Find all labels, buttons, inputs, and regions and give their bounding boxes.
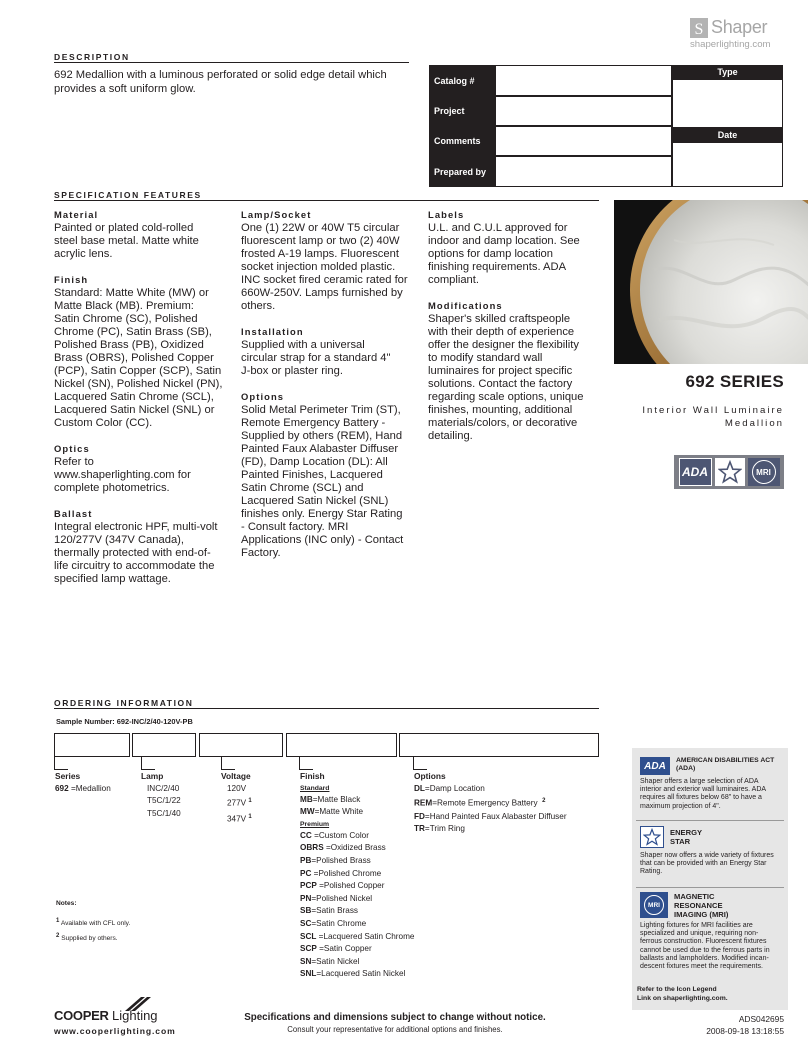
- series-bracket: [54, 757, 68, 770]
- finish-desc: =Custom Color: [314, 830, 369, 840]
- ada-logo-text: ADA: [644, 760, 666, 772]
- comments-field[interactable]: [495, 126, 672, 156]
- medallion-photo: [614, 200, 808, 364]
- spec-column-3: [428, 208, 608, 455]
- catalog-label: Catalog #: [429, 65, 495, 96]
- series-title: 692 SERIES: [685, 372, 784, 391]
- option-code: FD: [414, 811, 425, 821]
- icon-legend-note: [637, 986, 728, 1003]
- energy-star-card-title: ENERGY STAR: [670, 828, 702, 846]
- note-number: 1: [56, 918, 60, 924]
- voltage-column: [221, 770, 252, 826]
- finish-code: PC: [300, 868, 312, 878]
- ada-logo: [640, 757, 670, 775]
- description-heading: DESCRIPTION: [54, 52, 130, 62]
- spec-finish-title: Finish: [54, 274, 89, 285]
- svg-text:S: S: [694, 21, 704, 38]
- doc-timestamp: 2008-09-18 13:18:55: [706, 1026, 784, 1036]
- voltage-bracket: [221, 757, 235, 770]
- mri-card-text: Lighting fixtures for MRI facilities are specialized and unique, requiring non-ferrous construction. Fluorescent fixtures cannot be used due to the ferrous parts in ballasts and lampholders. Modified incan-descent fixtures meet the requirements.: [640, 922, 770, 971]
- spec-modifications-title: Modifications: [428, 300, 503, 311]
- shaper-mark-icon: [690, 18, 708, 38]
- finish-desc: =Satin Chrome: [311, 918, 367, 928]
- spec-installation-title: Installation: [241, 326, 304, 337]
- option-code: REM: [414, 798, 433, 808]
- finish-desc: =Satin Brass: [311, 906, 359, 916]
- lamp-column: [141, 770, 181, 820]
- finish-code: SC: [300, 918, 312, 928]
- finish-desc: =Lacquered Satin Nickel: [316, 969, 406, 979]
- ada-card-text: Shaper offers a large selection of ADA interior and exterior wall luminaires. ADA requires all fixtures below 68" to have a maximum projection of 4".: [640, 778, 766, 810]
- doc-id: ADS042695: [738, 1014, 784, 1024]
- star-icon: [643, 828, 661, 846]
- finish-code: SN: [300, 956, 312, 966]
- option-code: TR: [414, 824, 425, 834]
- spec-finish-text: Standard: Matte White (MW) or Matte Black (MB). Premium: Satin Chrome (SC), Polished Chrome (PC), Satin Brass (SB), Polished Brass (PB), Oxidized Brass (OBRS), Polished Copper (PCP), Satin Copper (SCP), Satin Nickel (SN), Polished Nickel (PN), Lacquered Satin Chrome (SCL), Lacquered Satin Nickel (SNL) or Custom Color (CC).: [54, 287, 223, 429]
- energy-star-badge: [715, 458, 745, 486]
- footer-notice: Specifications and dimensions subject to change without notice.: [244, 1012, 546, 1023]
- voltage-note-ref: 1: [248, 798, 252, 805]
- prepared-by-field[interactable]: [495, 156, 672, 187]
- voltage-option: 120V: [227, 783, 247, 793]
- voltage-option: 347V: [227, 814, 247, 824]
- description-text: 692 Medallion with a luminous perforated or solid edge detail which provides a soft uniform glow.: [54, 69, 387, 95]
- finish-box[interactable]: [286, 733, 397, 757]
- energy-star-logo: [640, 826, 664, 848]
- brand-logo: [690, 18, 785, 54]
- option-desc: =Hand Painted Faux Alabaster Diffuser: [424, 811, 567, 821]
- spec-material-title: Material: [54, 209, 99, 220]
- lamp-option: T5C/1/40: [147, 808, 181, 818]
- notes: [56, 898, 130, 945]
- spec-heading: SPECIFICATION FEATURES: [54, 190, 202, 200]
- date-label: Date: [672, 128, 783, 142]
- spec-optics-title: Optics: [54, 443, 90, 454]
- finish-desc: =Satin Nickel: [311, 956, 360, 966]
- voltage-option: 277V: [227, 798, 247, 808]
- note-text: Supplied by others.: [61, 935, 118, 943]
- finish-code: PN: [300, 893, 312, 903]
- finish-code: MB: [300, 794, 313, 804]
- lamp-box[interactable]: [132, 733, 196, 757]
- mri-card-title: MAGNETIC RESONANCE IMAGING (MRI): [674, 892, 729, 919]
- ada-badge: [679, 458, 712, 486]
- date-field[interactable]: [672, 142, 783, 187]
- spec-ballast-text: Integral electronic HPF, multi-volt 120/277V (347V Canada), thermally protected with end-of- life circuitry to accommodate the specified lamp wattage.: [54, 521, 218, 585]
- lamp-option: INC/2/40: [147, 783, 180, 793]
- finish-standard-label: Standard: [300, 784, 330, 792]
- spec-optics-text: Refer to www.shaperlighting.com for complete photometrics.: [54, 456, 191, 494]
- series-column: [55, 770, 111, 795]
- spec-lamp-title: Lamp/Socket: [241, 209, 312, 220]
- spec-column-1: [54, 208, 234, 598]
- product-image: [614, 200, 808, 364]
- series-box[interactable]: [54, 733, 130, 757]
- finish-desc: =Oxidized Brass: [325, 843, 386, 853]
- mri-logo: [640, 892, 668, 918]
- ada-badge-label: ADA: [682, 465, 708, 479]
- finish-desc: =Satin Copper: [319, 944, 372, 954]
- description-rule: [54, 62, 409, 63]
- finish-desc: =Polished Copper: [319, 881, 385, 891]
- voltage-box[interactable]: [199, 733, 283, 757]
- icon-legend-line-2[interactable]: Link on shaperlighting.com.: [637, 994, 728, 1002]
- note-number: 2: [56, 933, 60, 940]
- finish-code: SNL: [300, 969, 317, 979]
- finish-desc: =Lacquered Satin Chrome: [318, 931, 415, 941]
- finish-code: MW: [300, 807, 315, 817]
- options-box[interactable]: [399, 733, 599, 757]
- catalog-field[interactable]: [495, 65, 672, 96]
- finish-desc: =Matte White: [314, 807, 364, 817]
- finish-code: SCP: [300, 944, 317, 954]
- type-label: Type: [672, 65, 783, 79]
- cooper-name: COOPER: [54, 1008, 109, 1023]
- option-desc: =Remote Emergency Battery: [432, 798, 538, 808]
- mri-badge: [748, 458, 780, 486]
- cooper-lighting: Lighting: [112, 1008, 158, 1023]
- voltage-note-ref: 1: [248, 813, 252, 820]
- spec-material-text: Painted or plated cold-rolled steel base metal. Matte white acrylic lens.: [54, 222, 199, 260]
- series-desc: =Medallion: [70, 783, 111, 793]
- mri-badge-label: MRI: [756, 467, 771, 477]
- spec-column-2: [241, 208, 421, 572]
- option-desc: =Trim Ring: [424, 824, 465, 834]
- finish-premium-label: Premium: [300, 820, 330, 828]
- spec-ballast-title: Ballast: [54, 508, 93, 519]
- ordering-rule: [54, 708, 599, 709]
- options-header: Options: [414, 771, 446, 781]
- lamp-bracket: [141, 757, 155, 770]
- finish-code: PB: [300, 855, 312, 865]
- energy-star-card-text: Shaper now offers a wide variety of fixtures that can be provided with an Energy Star Rating.: [640, 852, 774, 876]
- options-bracket: [413, 757, 427, 770]
- spec-options-title: Options: [241, 391, 285, 402]
- brand-name: Shaper: [711, 17, 768, 37]
- spec-modifications-text: Shaper's skilled craftspeople with their depth of experience offer the designer the flexibility to modify standard wall luminaires for project specific solutions. Contact the factory regarding scale options, unique finishes, mounting, additional materials/colors, or decorative detailing.: [428, 313, 584, 442]
- spec-labels-text: U.L. and C.U.L approved for indoor and damp location. See options for damp location finishing requirements. ADA compliant.: [428, 222, 580, 286]
- spec-rule: [54, 200, 599, 201]
- finish-column: [300, 770, 414, 981]
- finish-desc: =Polished Nickel: [311, 893, 373, 903]
- icon-legend-line-1: Refer to the Icon Legend: [637, 986, 717, 993]
- lamp-header: Lamp: [141, 771, 164, 781]
- finish-code: SCL: [300, 931, 317, 941]
- finish-code: CC: [300, 830, 312, 840]
- type-field[interactable]: [672, 79, 783, 128]
- spec-labels-title: Labels: [428, 209, 465, 220]
- ordering-heading: ORDERING INFORMATION: [54, 698, 194, 708]
- option-desc: =Damp Location: [424, 783, 485, 793]
- spec-options-text: Solid Metal Perimeter Trim (ST), Remote Emergency Battery - Supplied by others (REM), Hand Painted Faux Alabaster Diffuser (FD), Damp Location (DL): All Painted Finishes, Lacquered Satin Chrome (SCL) and Lacquered Satin Nickel (SNL) finishes only. Energy Star Rating - Consult factory. MRI Applications (INC only) - Contact Factory.: [241, 404, 404, 559]
- series-code: 692: [55, 783, 69, 793]
- voltage-header: Voltage: [221, 771, 251, 781]
- lamp-option: T5C/1/22: [147, 796, 181, 806]
- option-code: DL: [414, 783, 425, 793]
- energy-star-card: [636, 820, 784, 882]
- badges-row: [674, 455, 784, 489]
- ada-card: [636, 754, 784, 816]
- project-field[interactable]: [495, 96, 672, 126]
- project-label: Project: [429, 96, 495, 126]
- option-note-ref: 2: [542, 798, 546, 805]
- finish-header: Finish: [300, 771, 325, 781]
- finish-code: PCP: [300, 881, 317, 891]
- ada-card-title: AMERICAN DISABILITIES ACT (ADA): [676, 757, 775, 772]
- series-subtitle-2: Medallion: [724, 418, 784, 429]
- star-icon: [718, 460, 742, 484]
- spec-lamp-text: One (1) 22W or 40W T5 circular fluorescent lamp or two (2) 40W frosted A-19 lamps. Fluorescent socket injection molded plastic. INC socket fired ceramic rated for 660W-250V. Lamps furnished by others.: [241, 222, 408, 312]
- comments-label: Comments: [429, 126, 495, 156]
- finish-code: OBRS: [300, 843, 324, 853]
- cooper-url[interactable]: www.cooperlighting.com: [54, 1026, 176, 1036]
- finish-desc: =Polished Brass: [311, 855, 371, 865]
- notes-heading: Notes:: [56, 900, 77, 907]
- finish-bracket: [299, 757, 313, 770]
- spec-installation-text: Supplied with a universal circular strap for a standard 4" J-box or plaster ring.: [241, 339, 391, 377]
- series-header: Series: [55, 771, 81, 781]
- finish-desc: =Matte Black: [312, 794, 361, 804]
- brand-url: shaperlighting.com: [690, 39, 771, 50]
- cooper-logo: [54, 997, 184, 1025]
- footer-consult: Consult your representative for additional options and finishes.: [287, 1025, 503, 1034]
- prepared-by-label: Prepared by: [429, 156, 495, 187]
- finish-code: SB: [300, 906, 312, 916]
- mri-logo-text: MRI: [648, 901, 660, 909]
- series-subtitle-1: Interior Wall Luminaire: [642, 405, 784, 416]
- mri-card: [636, 887, 784, 979]
- note-text: Available with CFL only.: [60, 920, 131, 928]
- finish-desc: =Polished Chrome: [313, 868, 382, 878]
- sample-number: Sample Number: 692-INC/2/40-120V-PB: [56, 717, 193, 726]
- catalog-form: [429, 65, 783, 187]
- options-column: [414, 770, 567, 836]
